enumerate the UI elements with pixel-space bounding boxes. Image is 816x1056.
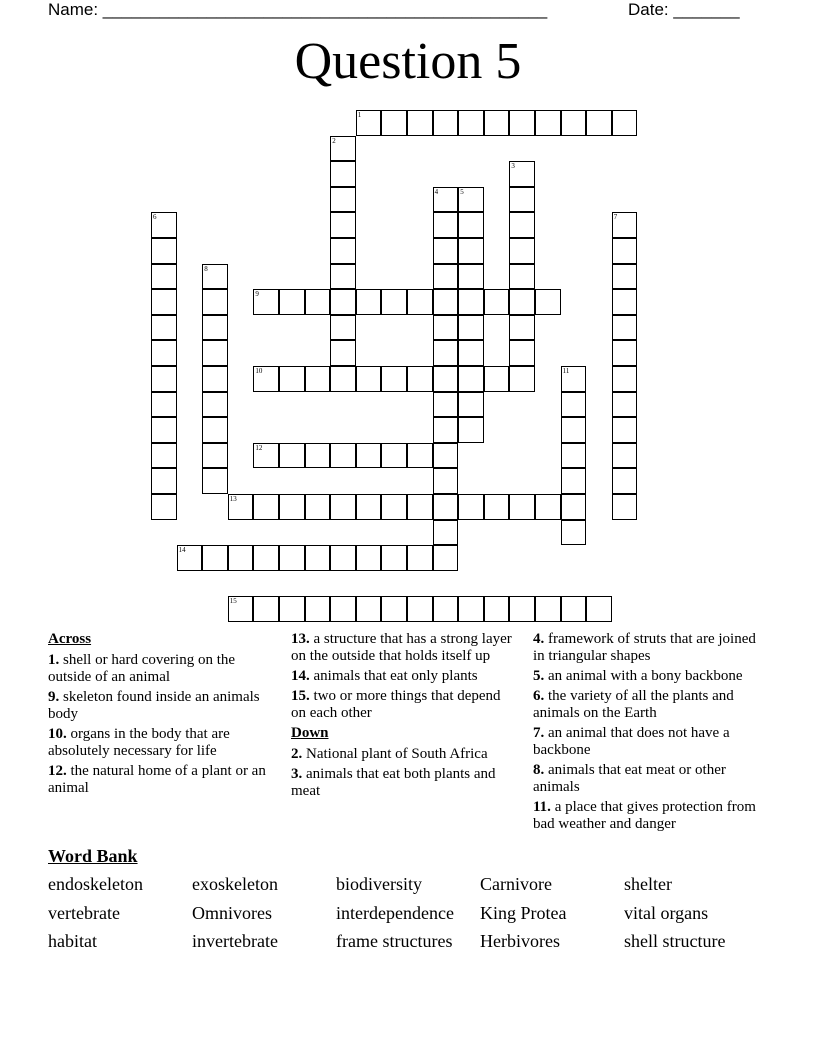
clue-down-3	[291, 766, 515, 800]
clue-text: skeleton found inside an animals body	[48, 689, 260, 722]
crossword-cell[interactable]	[151, 264, 177, 290]
crossword-cell[interactable]	[202, 468, 228, 494]
clue-down-6	[533, 688, 763, 722]
crossword-cell[interactable]	[279, 545, 305, 571]
crossword-cell[interactable]	[407, 545, 433, 571]
word-bank-item: invertebrate	[192, 931, 278, 951]
crossword-cell[interactable]	[305, 494, 331, 520]
crossword-cell[interactable]	[612, 366, 638, 392]
clue-down-8	[533, 762, 763, 796]
clue-text: National plant of South Africa	[306, 746, 488, 762]
crossword-cell[interactable]	[151, 289, 177, 315]
crossword-cell[interactable]	[484, 494, 510, 520]
clue-text: animals that eat meat or other animals	[533, 762, 726, 795]
clue-number: 5.	[533, 668, 545, 684]
crossword-cell[interactable]	[330, 340, 356, 366]
clue-across-15	[291, 688, 515, 722]
crossword-cell[interactable]	[305, 443, 331, 469]
crossword-cell[interactable]	[433, 264, 459, 290]
word-bank-title: Word Bank	[48, 846, 138, 866]
crossword-cell[interactable]	[612, 417, 638, 443]
clue-number: 2.	[291, 746, 303, 762]
clue-number-12: 12	[255, 443, 263, 452]
clue-down-11	[533, 799, 763, 833]
crossword-cell[interactable]	[561, 110, 587, 136]
crossword-cell[interactable]	[433, 417, 459, 443]
crossword-cell[interactable]	[509, 187, 535, 213]
word-bank-item: exoskeleton	[192, 874, 278, 894]
crossword-cell[interactable]	[381, 494, 407, 520]
crossword-cell[interactable]	[458, 417, 484, 443]
word-bank-item: shelter	[624, 874, 672, 894]
clue-text: animals that eat both plants and meat	[291, 766, 496, 799]
clue-across-12	[48, 763, 270, 797]
crossword-cell[interactable]	[458, 289, 484, 315]
clue-number: 14.	[291, 668, 310, 684]
crossword-cell[interactable]	[279, 289, 305, 315]
crossword-cell[interactable]	[202, 366, 228, 392]
crossword-cell[interactable]	[509, 596, 535, 622]
crossword-cell[interactable]	[151, 238, 177, 264]
crossword-cell[interactable]	[305, 545, 331, 571]
crossword-cell[interactable]	[228, 545, 254, 571]
clue-number-10: 10	[255, 367, 263, 375]
word-bank-item: biodiversity	[336, 874, 422, 894]
clue-number: 1.	[48, 652, 60, 668]
crossword-cell[interactable]	[330, 161, 356, 187]
crossword-cell[interactable]	[381, 366, 407, 392]
crossword-cell[interactable]	[509, 264, 535, 290]
clue-text: a place that gives protection from bad weather and danger	[533, 799, 756, 832]
crossword-cell[interactable]	[356, 443, 382, 469]
crossword-cell[interactable]	[381, 545, 407, 571]
crossword-cell[interactable]	[151, 443, 177, 469]
clue-text: framework of struts that are joined in triangular shapes	[533, 631, 756, 664]
crossword-cell[interactable]	[484, 110, 510, 136]
word-bank-item: vital organs	[624, 903, 709, 923]
crossword-cell[interactable]	[407, 596, 433, 622]
crossword-cell[interactable]	[381, 110, 407, 136]
word-bank-item: vertebrate	[48, 903, 120, 923]
clue-number: 8.	[533, 762, 545, 778]
crossword-cell[interactable]	[202, 545, 228, 571]
crossword-cell[interactable]	[458, 392, 484, 418]
crossword-cell[interactable]	[535, 494, 561, 520]
crossword-cell[interactable]	[586, 110, 612, 136]
clue-number-13: 13	[229, 495, 237, 503]
word-bank-item: Omnivores	[192, 903, 272, 923]
word-bank-item: shell structure	[624, 931, 726, 951]
crossword-cell[interactable]	[433, 596, 459, 622]
crossword-cell[interactable]	[151, 417, 177, 443]
crossword-cell[interactable]	[433, 238, 459, 264]
crossword-cell[interactable]	[356, 545, 382, 571]
crossword-cell[interactable]	[561, 520, 587, 546]
clue-number-8: 8	[204, 264, 208, 273]
clue-column-1	[48, 631, 270, 800]
crossword-cell[interactable]	[330, 596, 356, 622]
word-bank-item: King Protea	[480, 903, 567, 923]
crossword-cell[interactable]	[458, 340, 484, 366]
crossword-cell[interactable]	[407, 366, 433, 392]
crossword-cell[interactable]	[279, 494, 305, 520]
crossword-cell[interactable]	[433, 545, 459, 571]
word-bank-item: interdependence	[336, 903, 454, 923]
crossword-cell[interactable]	[561, 494, 587, 520]
clue-number-6: 6	[153, 213, 157, 222]
clue-across-10	[48, 726, 270, 760]
crossword-cell[interactable]	[612, 264, 638, 290]
clue-number-1: 1	[357, 111, 362, 119]
across-heading: Across	[48, 631, 92, 647]
clue-number-5: 5	[460, 187, 464, 196]
down-heading: Down	[291, 725, 329, 741]
crossword-cell[interactable]	[458, 315, 484, 341]
crossword-cell[interactable]	[612, 340, 638, 366]
crossword-cell[interactable]	[433, 212, 459, 238]
crossword-cell[interactable]	[458, 264, 484, 290]
crossword-cell[interactable]	[407, 289, 433, 315]
crossword-cell[interactable]	[561, 443, 587, 469]
clue-number: 15.	[291, 688, 310, 704]
crossword-cell[interactable]	[458, 366, 484, 392]
clue-column-2	[291, 631, 515, 803]
clue-number: 9.	[48, 689, 60, 705]
crossword-cell[interactable]	[151, 494, 177, 520]
word-bank-item: frame structures	[336, 931, 453, 951]
clue-number-14: 14	[178, 546, 186, 555]
crossword-cell[interactable]	[305, 366, 331, 392]
crossword-cell[interactable]	[330, 494, 356, 520]
crossword-cell[interactable]	[151, 315, 177, 341]
crossword-cell[interactable]	[202, 289, 228, 315]
crossword-cell[interactable]	[253, 545, 279, 571]
crossword-cell[interactable]	[509, 366, 535, 392]
crossword-cell[interactable]	[202, 392, 228, 418]
crossword-cell[interactable]	[279, 366, 305, 392]
crossword-cell[interactable]	[612, 110, 638, 136]
date-field-line[interactable]: Date: _______	[628, 0, 740, 19]
crossword-cell[interactable]	[535, 110, 561, 136]
crossword-cell[interactable]	[202, 417, 228, 443]
crossword-cell[interactable]	[561, 596, 587, 622]
crossword-cell[interactable]	[433, 289, 459, 315]
clue-number: 3.	[291, 766, 303, 782]
clue-number: 6.	[533, 688, 545, 704]
word-bank-item: habitat	[48, 931, 97, 951]
clue-number-4: 4	[434, 187, 439, 196]
crossword-cell[interactable]	[381, 596, 407, 622]
name-field-line[interactable]: Name: _______________________________________________	[48, 0, 548, 19]
clue-across-9	[48, 689, 270, 723]
crossword-cell[interactable]	[561, 392, 587, 418]
crossword-cell[interactable]	[407, 494, 433, 520]
crossword-cell[interactable]	[484, 366, 510, 392]
crossword-cell[interactable]	[509, 238, 535, 264]
clue-text: the natural home of a plant or an animal	[48, 763, 266, 796]
crossword-cell[interactable]	[458, 238, 484, 264]
clue-across-14	[291, 668, 515, 685]
crossword-cell[interactable]	[535, 289, 561, 315]
crossword-cell[interactable]	[253, 494, 279, 520]
crossword-cell[interactable]	[561, 417, 587, 443]
clue-number: 4.	[533, 631, 545, 647]
clue-number-9: 9	[255, 290, 259, 299]
crossword-cell[interactable]	[586, 596, 612, 622]
crossword-cell[interactable]	[330, 366, 356, 392]
crossword-cell[interactable]	[330, 264, 356, 290]
crossword-cell[interactable]	[612, 468, 638, 494]
crossword-cell[interactable]	[433, 110, 459, 136]
clue-number-3: 3	[511, 162, 515, 171]
crossword-cell[interactable]	[330, 238, 356, 264]
crossword-cell[interactable]	[356, 596, 382, 622]
crossword-cell[interactable]	[407, 443, 433, 469]
crossword-cell[interactable]	[509, 340, 535, 366]
crossword-cell[interactable]	[202, 315, 228, 341]
crossword-cell[interactable]	[151, 366, 177, 392]
crossword-cell[interactable]	[202, 340, 228, 366]
clue-number: 10.	[48, 726, 67, 742]
clue-column-3	[533, 631, 763, 836]
word-bank-item: endoskeleton	[48, 874, 143, 894]
clue-text: an animal with a bony backbone	[548, 668, 743, 684]
crossword-cell[interactable]	[151, 392, 177, 418]
crossword-cell[interactable]	[330, 443, 356, 469]
crossword-cell[interactable]	[356, 494, 382, 520]
crossword-cell[interactable]	[202, 443, 228, 469]
crossword-cell[interactable]	[330, 187, 356, 213]
clue-down-7	[533, 725, 763, 759]
crossword-cell[interactable]	[253, 596, 279, 622]
clue-text: organs in the body that are absolutely necessary for life	[48, 726, 230, 759]
crossword-cell[interactable]	[305, 596, 331, 622]
crossword-cell[interactable]	[330, 289, 356, 315]
crossword-cell[interactable]	[509, 315, 535, 341]
crossword-cell[interactable]	[458, 596, 484, 622]
crossword-cell[interactable]	[458, 494, 484, 520]
crossword-cell[interactable]	[612, 238, 638, 264]
clue-number-11: 11	[562, 367, 570, 375]
crossword-cell[interactable]	[407, 110, 433, 136]
clue-text: shell or hard covering on the outside of an animal	[48, 652, 236, 685]
clue-text: a structure that has a strong layer on the outside that holds itself up	[291, 631, 512, 664]
crossword-cell[interactable]	[279, 443, 305, 469]
crossword-cell[interactable]	[330, 545, 356, 571]
clue-number-7: 7	[613, 213, 618, 222]
crossword-cell[interactable]	[330, 315, 356, 341]
crossword-cell[interactable]	[509, 110, 535, 136]
crossword-cell[interactable]	[151, 468, 177, 494]
crossword-cell[interactable]	[561, 468, 587, 494]
crossword-cell[interactable]	[433, 340, 459, 366]
crossword-cell[interactable]	[305, 289, 331, 315]
word-bank-item: Herbivores	[480, 931, 560, 951]
clue-down-5	[533, 668, 763, 685]
crossword-cell[interactable]	[612, 315, 638, 341]
word-bank-item: Carnivore	[480, 874, 552, 894]
crossword-cell[interactable]	[484, 289, 510, 315]
crossword-cell[interactable]	[612, 443, 638, 469]
clue-down-4	[533, 631, 763, 665]
crossword-cell[interactable]	[356, 366, 382, 392]
crossword-cell[interactable]	[509, 212, 535, 238]
crossword-cell[interactable]	[433, 443, 459, 469]
crossword-cell[interactable]	[433, 315, 459, 341]
crossword-cell[interactable]	[509, 289, 535, 315]
clue-number: 11.	[533, 799, 551, 815]
crossword-cell[interactable]	[433, 392, 459, 418]
clue-down-2	[291, 746, 515, 763]
crossword-cell[interactable]	[612, 392, 638, 418]
clue-number-2: 2	[332, 136, 336, 145]
clue-number: 12.	[48, 763, 67, 779]
clue-across-1	[48, 652, 270, 686]
crossword-cell[interactable]	[381, 289, 407, 315]
clue-number: 13.	[291, 631, 310, 647]
clue-text: an animal that does not have a backbone	[533, 725, 730, 758]
crossword-cell[interactable]	[279, 596, 305, 622]
crossword-cell[interactable]	[151, 340, 177, 366]
crossword-cell[interactable]	[433, 520, 459, 546]
crossword-cell[interactable]	[433, 468, 459, 494]
crossword-cell[interactable]	[433, 366, 459, 392]
crossword-cell[interactable]	[484, 596, 510, 622]
clue-text: the variety of all the plants and animals on the Earth	[533, 688, 734, 721]
crossword-cell[interactable]	[509, 494, 535, 520]
page-title: Question 5	[294, 33, 522, 90]
crossword-cell[interactable]	[458, 212, 484, 238]
crossword-cell[interactable]	[612, 494, 638, 520]
crossword-cell[interactable]	[458, 110, 484, 136]
crossword-cell[interactable]	[330, 212, 356, 238]
clue-text: animals that eat only plants	[313, 668, 478, 684]
clue-number: 7.	[533, 725, 545, 741]
crossword-cell[interactable]	[381, 443, 407, 469]
crossword-cell[interactable]	[356, 289, 382, 315]
crossword-cell[interactable]	[535, 596, 561, 622]
clue-text: two or more things that depend on each other	[291, 688, 501, 721]
crossword-cell[interactable]	[612, 289, 638, 315]
clue-number-15: 15	[229, 597, 237, 606]
clue-across-13	[291, 631, 515, 665]
crossword-cell[interactable]	[433, 494, 459, 520]
